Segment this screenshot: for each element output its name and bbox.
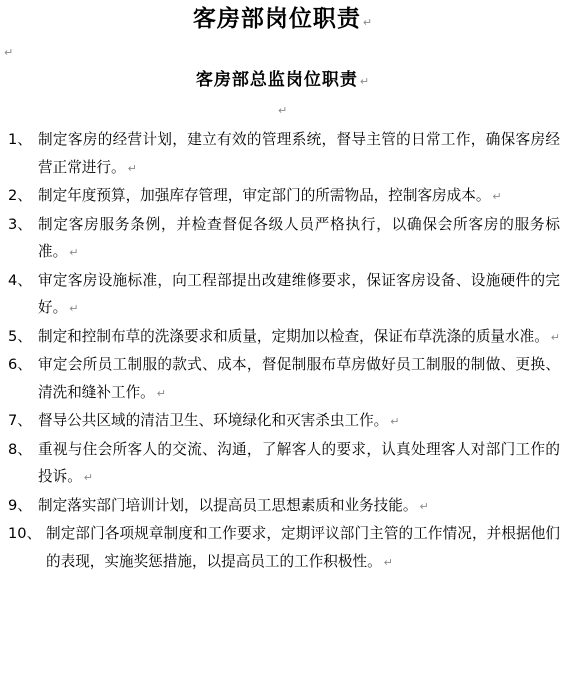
item-number: 8、 — [8, 440, 32, 458]
page-title-text: 客房部岗位职责 — [192, 6, 361, 32]
item-text-content: 制定部门各项规章制度和工作要求，定期评议部门主管的工作情况，并根据他们的表现，实施奖惩措施，以提高员工的工作积极性。 — [46, 525, 560, 570]
item-number: 9、 — [8, 496, 32, 514]
item-number: 7、 — [8, 412, 32, 429]
item-text — [38, 492, 560, 521]
item-text — [38, 182, 560, 211]
page-title — [0, 2, 566, 40]
list-item — [8, 520, 560, 576]
item-text — [38, 267, 560, 323]
item-number: 3、 — [8, 215, 32, 233]
paragraph-mark-icon: ↵ — [492, 190, 502, 203]
item-text — [46, 520, 560, 576]
item-text-content: 制定落实部门培训计划，以提高员工思想素质和业务技能。 — [38, 496, 418, 514]
paragraph-mark-icon: ↵ — [383, 555, 393, 569]
paragraph-mark-icon: ↵ — [69, 246, 79, 259]
paragraph-mark-icon: ↵ — [419, 499, 429, 513]
paragraph-mark-icon: ↵ — [4, 46, 14, 59]
list-item — [8, 407, 560, 436]
list-item — [8, 126, 560, 182]
list-item — [8, 323, 560, 352]
item-text-content: 制定年度预算，加强库存管理，审定部门的所需物品，控制客房成本。 — [38, 187, 491, 204]
list-item — [8, 436, 560, 492]
paragraph-mark-icon: ↵ — [278, 104, 288, 117]
item-number: 4、 — [8, 271, 32, 289]
paragraph-mark-icon: ↵ — [362, 16, 374, 29]
paragraph-mark-icon: ↵ — [359, 75, 371, 88]
item-text-content: 制定客房的经营计划，建立有效的管理系统，督导主管的日常工作，确保客房经营正常进行。 — [38, 131, 560, 176]
item-text — [38, 351, 560, 407]
item-text-content: 督导公共区域的清洁卫生、环境绿化和灭害杀虫工作。 — [38, 412, 389, 429]
paragraph-mark-icon: ↵ — [69, 302, 79, 315]
duties-list — [8, 126, 560, 576]
item-text — [38, 211, 560, 267]
paragraph-mark-icon: ↵ — [390, 415, 400, 428]
list-item — [8, 492, 560, 521]
item-text — [38, 126, 560, 182]
list-item — [8, 267, 560, 323]
paragraph-mark-icon: ↵ — [83, 471, 94, 484]
item-text — [38, 323, 560, 352]
section-title-text: 客房部总监岗位职责 — [195, 70, 358, 90]
paragraph-mark-icon: ↵ — [127, 161, 137, 175]
item-number: 2、 — [8, 187, 32, 204]
item-text — [38, 436, 560, 492]
item-number: 5、 — [8, 327, 32, 345]
list-item — [8, 351, 560, 407]
item-number: 6、 — [8, 356, 32, 373]
list-item — [8, 182, 560, 211]
paragraph-mark-icon: ↵ — [550, 330, 561, 344]
list-item — [8, 211, 560, 267]
item-text-content: 制定和控制布草的洗涤要求和质量，定期加以检查，保证布草洗涤的质量水准。 — [38, 327, 549, 345]
item-text-content: 制定客房服务条例，并检查督促各级人员严格执行，以确保会所客房的服务标准。 — [38, 215, 560, 260]
item-text-content: 重视与住会所客人的交流、沟通，了解客人的要求，认真处理客人对部门工作的投诉。 — [38, 440, 560, 485]
item-number: 10、 — [8, 525, 42, 542]
item-text — [38, 407, 560, 436]
item-text-content: 审定客房设施标准，向工程部提出改建维修要求，保证客房设备、设施硬件的完好。 — [38, 271, 560, 316]
item-number: 1、 — [8, 131, 32, 148]
item-text-content: 审定会所员工制服的款式、成本，督促制服布草房做好员工制服的制做、更换、清洗和缝补工作。 — [38, 356, 560, 401]
section-title — [0, 66, 566, 96]
paragraph-mark-icon: ↵ — [156, 386, 166, 400]
